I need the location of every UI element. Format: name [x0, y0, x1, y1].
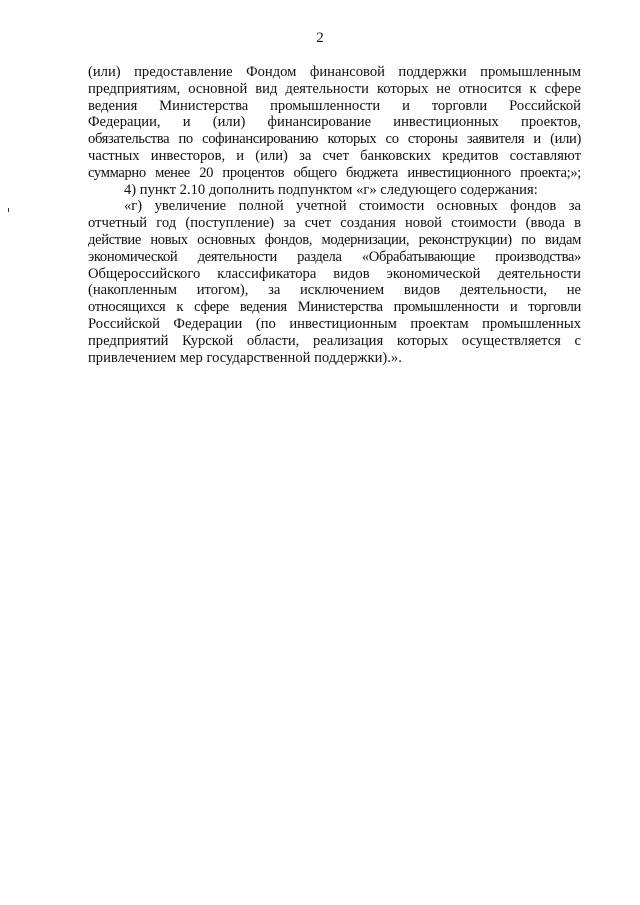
- text-line: отчетный год (поступление) за счет создания новой стоимости (ввода в: [88, 215, 581, 232]
- text-line: суммарно менее 20 процентов общего бюджета инвестиционного проекта;»;: [88, 164, 581, 181]
- text-line: 4) пункт 2.10 дополнить подпунктом «г» следующего содержания:: [124, 181, 538, 198]
- text-line: предприятий Курской области, реализация которых осуществляется с: [88, 332, 581, 349]
- scan-mark: [8, 208, 9, 212]
- document-body: [88, 64, 581, 366]
- text-line: предприятиям, основной вид деятельности которых не относится к сфере: [88, 80, 581, 97]
- text-line: (или) предоставление Фондом финансовой поддержки промышленным: [88, 64, 581, 80]
- text-line: привлечением мер государственной поддержки).».: [88, 349, 402, 366]
- text-line: обязательства по софинансированию которых со стороны заявителя и (или): [88, 131, 581, 148]
- text-line: (накопленным итогом), за исключением видов деятельности, не: [88, 282, 581, 299]
- text-line: Федерации, и (или) финансирование инвестиционных проектов,: [88, 114, 581, 131]
- text-line: частных инвесторов, и (или) за счет банковских кредитов составляют: [88, 147, 581, 164]
- text-line: Российской Федерации (по инвестиционным проектам промышленных: [88, 315, 581, 332]
- text-line: ведения Министерства промышленности и торговли Российской: [88, 97, 581, 114]
- text-line: экономической деятельности раздела «Обрабатывающие производства»: [88, 248, 581, 265]
- page-number: 2: [316, 30, 324, 46]
- text-line: «г) увеличение полной учетной стоимости основных фондов за: [124, 198, 581, 215]
- text-line: действие новых основных фондов, модернизации, реконструкции) по видам: [88, 231, 581, 248]
- text-line: Общероссийского классификатора видов экономической деятельности: [88, 265, 581, 282]
- text-line: относящихся к сфере ведения Министерства промышленности и торговли: [88, 299, 581, 316]
